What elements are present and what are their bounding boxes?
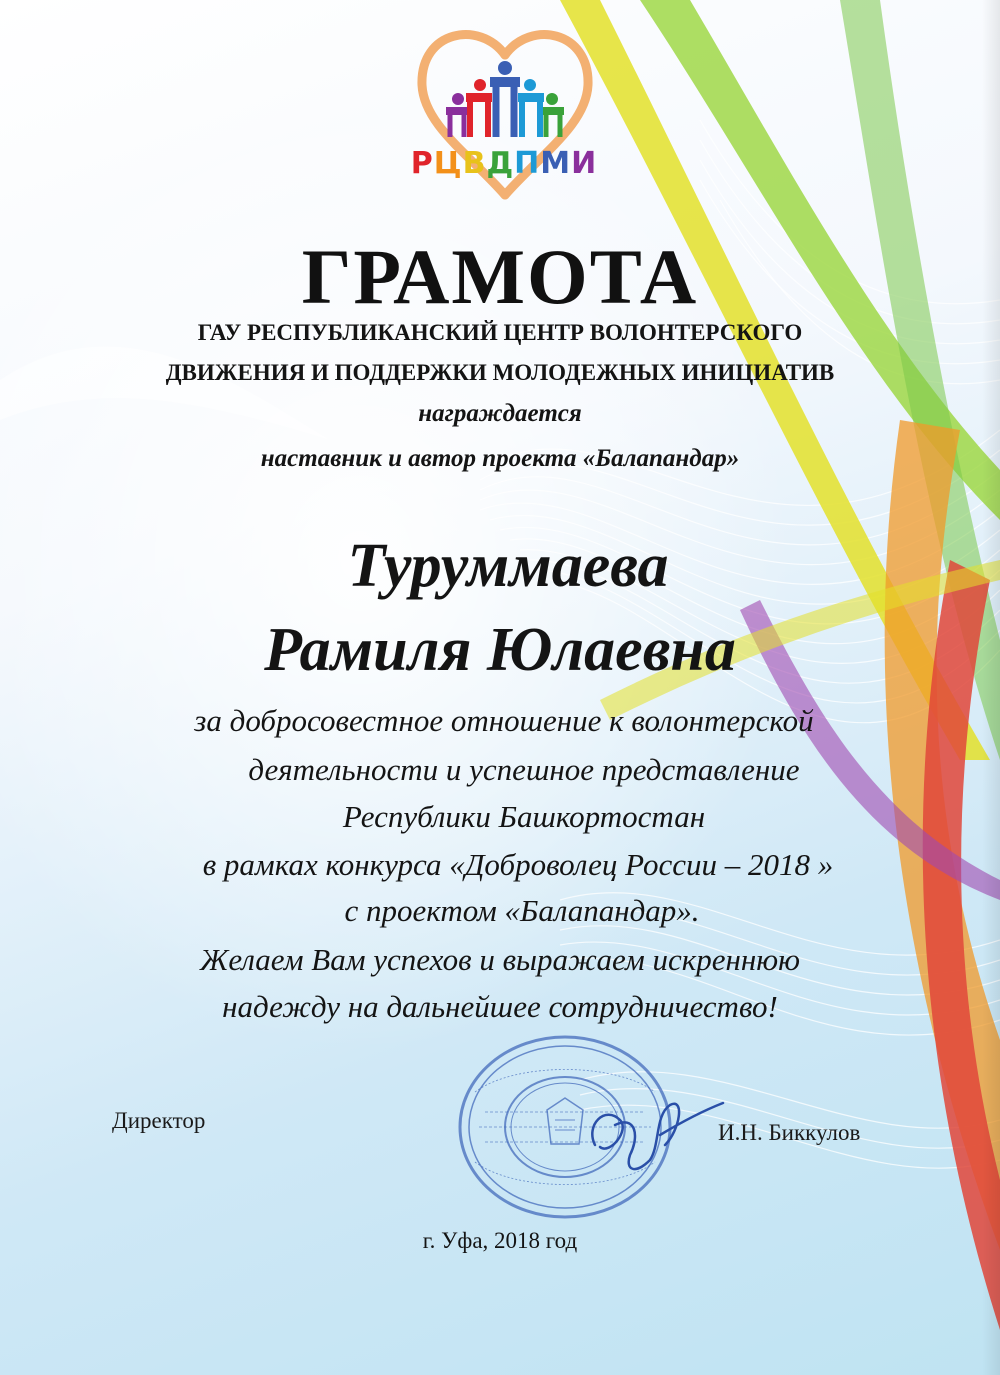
recipient-role: наставник и автор проекта «Балапандар» — [260, 445, 740, 472]
awarded-label: награждается — [418, 400, 582, 427]
scan-edge-shadow — [982, 0, 1000, 1375]
logo-letter: И — [571, 146, 598, 181]
volunteers-heart-logo-icon — [410, 25, 600, 215]
place-and-date: г. Уфа, 2018 год — [422, 1228, 578, 1253]
handwritten-signature-icon — [575, 1075, 725, 1185]
logo-letter: В — [462, 146, 487, 181]
award-text-line: Республики Башкортостан — [342, 799, 706, 834]
award-text-line: за добросовестное отношение к волонтерской — [194, 703, 814, 738]
award-text-line: деятельности и успешное представление — [248, 752, 800, 787]
signer-title: Директор — [112, 1108, 206, 1133]
award-text-line: в рамках конкурса «Доброволец России – 2018 » — [202, 847, 834, 882]
signer-name: И.Н. Биккулов — [718, 1120, 861, 1145]
organization-line-1: ГАУ РЕСПУБЛИКАНСКИЙ ЦЕНТР ВОЛОНТЕРСКОГО — [197, 320, 803, 345]
recipient-surname: Туруммаева — [347, 532, 669, 600]
logo-letter: Д — [486, 146, 515, 181]
logo-letter: П — [514, 146, 541, 181]
logo-letter: Ц — [433, 146, 463, 181]
wishes-text-line: надежду на дальнейшее сотрудничество! — [222, 989, 778, 1024]
award-text-line: с проектом «Балапандар». — [344, 893, 700, 928]
recipient-given-names: Рамиля Юлаевна — [264, 616, 736, 684]
logo-letter: М — [540, 146, 572, 181]
organization-line-2: ДВИЖЕНИЯ И ПОДДЕРЖКИ МОЛОДЕЖНЫХ ИНИЦИАТИВ — [165, 360, 835, 385]
logo-letter: Р — [410, 146, 434, 181]
wishes-text-line: Желаем Вам успехов и выражаем искреннюю — [200, 942, 800, 977]
certificate-title: ГРАМОТА — [301, 233, 699, 320]
logo-abbreviation — [404, 146, 604, 181]
